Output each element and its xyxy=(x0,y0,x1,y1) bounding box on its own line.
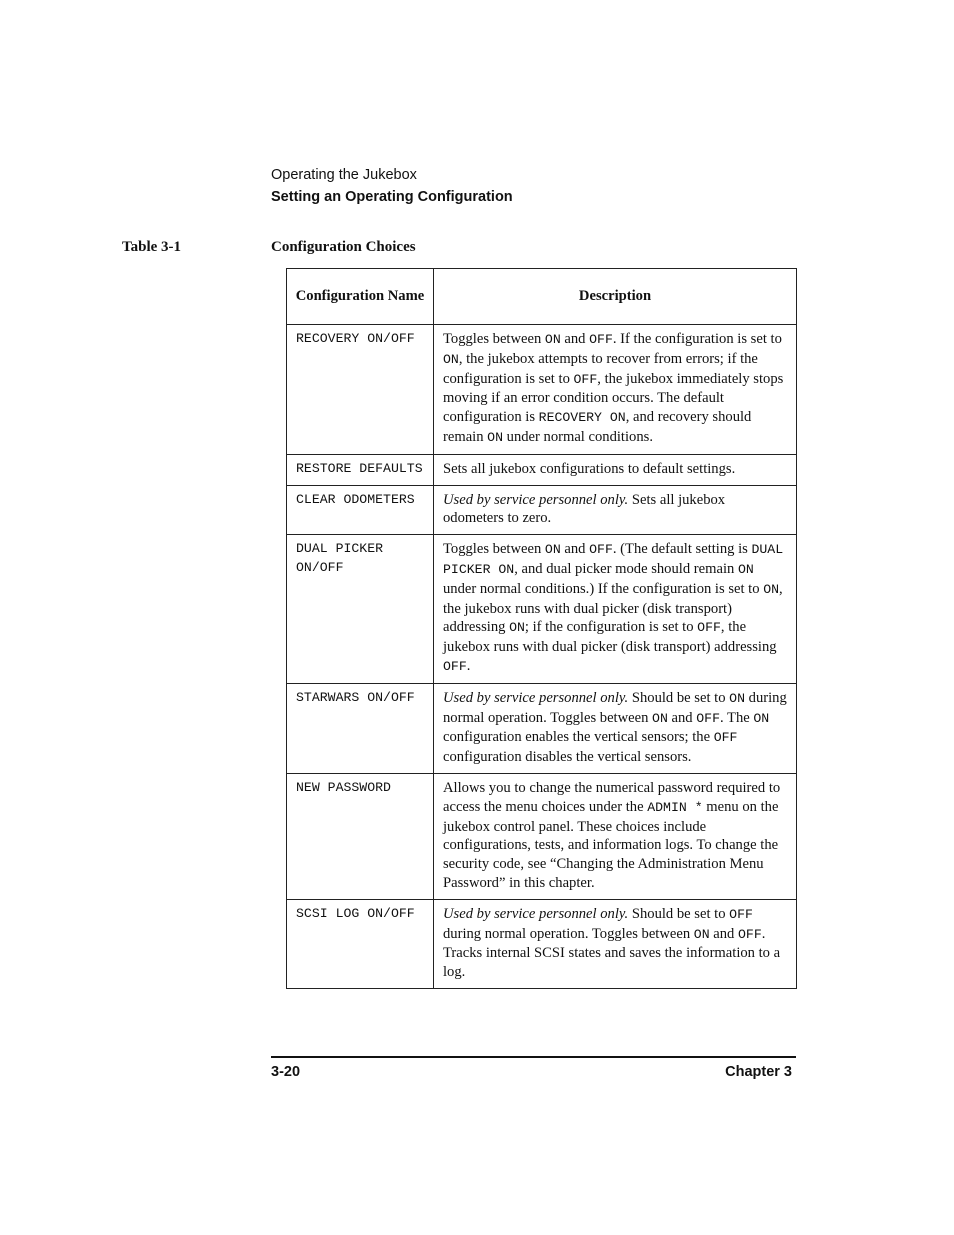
configuration-table xyxy=(286,268,797,989)
running-head xyxy=(271,166,513,206)
table-row xyxy=(287,485,797,535)
config-description-cell: Used by service personnel only. Should be set to ON during normal operation. Toggles between ON and OFF. The ON configuration enables the vertical sensors; the OFF configuration disables the vertical sensors. xyxy=(434,683,797,773)
table-row xyxy=(287,773,797,899)
config-name-cell: STARWARS ON/OFF xyxy=(287,683,434,773)
config-name-cell: RECOVERY ON/OFF xyxy=(287,325,434,455)
config-description-cell: Sets all jukebox configurations to default settings. xyxy=(434,454,797,485)
config-description-cell: Allows you to change the numerical password required to access the menu choices under the ADMIN * menu on the jukebox control panel. These choices include configurations, tests, and information logs. To change the security code, see “Changing the Administration Menu Password” in this chapter. xyxy=(434,773,797,899)
subsection-title: Setting an Operating Configuration xyxy=(271,189,513,205)
config-name-cell: NEW PASSWORD xyxy=(287,773,434,899)
table-row xyxy=(287,683,797,773)
column-header-name: Configuration Name xyxy=(287,269,434,325)
config-name-cell: RESTORE DEFAULTS xyxy=(287,454,434,485)
table-row xyxy=(287,325,797,455)
table-number: Table 3-1 xyxy=(122,239,182,255)
table-row xyxy=(287,535,797,684)
config-name-cell: CLEAR ODOMETERS xyxy=(287,485,434,535)
config-description-cell: Used by service personnel only. Sets all jukebox odometers to zero. xyxy=(434,485,797,535)
chapter-label: Chapter 3 xyxy=(725,1064,792,1080)
table-title: Configuration Choices xyxy=(271,239,416,255)
page-number: 3-20 xyxy=(271,1064,301,1080)
table-row xyxy=(287,899,797,988)
section-title: Operating the Jukebox xyxy=(271,167,417,183)
config-name-cell: SCSI LOG ON/OFF xyxy=(287,899,434,988)
config-description-cell: Toggles between ON and OFF. (The default setting is DUAL PICKER ON, and dual picker mode should remain ON under normal conditions.) If the configuration is set to ON, the jukebox runs with dual picker (disk transport) addressing ON; if the configuration is set to OFF, the jukebox runs with dual picker (disk transport) addressing OFF. xyxy=(434,535,797,684)
table-header-row xyxy=(287,269,797,325)
config-description-cell: Toggles between ON and OFF. If the configuration is set to ON, the jukebox attempts to recover from errors; if the configuration is set to OFF, the jukebox immediately stops moving if an error condition occurs. The default configuration is RECOVERY ON, and recovery should remain ON under normal conditions. xyxy=(434,325,797,455)
config-name-cell: DUAL PICKER ON/OFF xyxy=(287,535,434,684)
column-header-description: Description xyxy=(434,269,797,325)
footer-rule xyxy=(271,1056,796,1058)
config-description-cell: Used by service personnel only. Should be set to OFF during normal operation. Toggles between ON and OFF. Tracks internal SCSI states and saves the information to a log. xyxy=(434,899,797,988)
table-row xyxy=(287,454,797,485)
